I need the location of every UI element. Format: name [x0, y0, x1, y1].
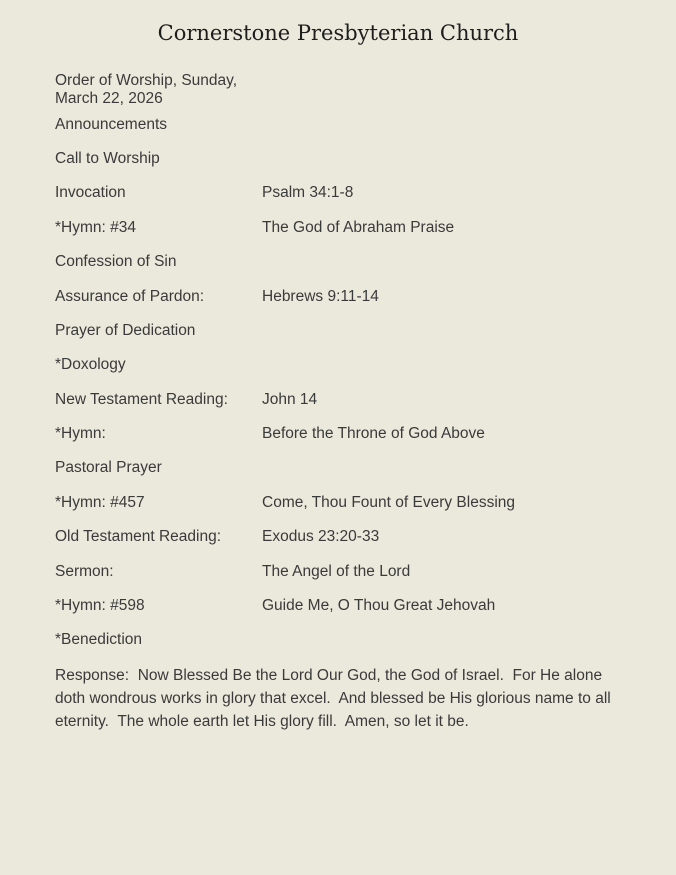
item-value: Before the Throne of God Above [262, 425, 485, 443]
item-label: New Testament Reading: [55, 390, 228, 408]
item-label: Old Testament Reading: [55, 528, 222, 546]
list-item [55, 176, 676, 210]
item-label: *Hymn: [55, 425, 106, 443]
list-item [55, 314, 676, 348]
page-title: Cornerstone Presbyterian Church [157, 21, 519, 45]
item-value: Exodus 23:20-33 [262, 528, 380, 546]
list-item [55, 520, 676, 554]
item-value: Come, Thou Fount of Every Blessing [262, 493, 516, 511]
list-item [55, 279, 676, 313]
list-item [55, 73, 676, 107]
list-item [55, 554, 676, 588]
list-item [55, 245, 676, 279]
list-item [55, 142, 676, 176]
list-item [55, 107, 676, 141]
item-value: The Angel of the Lord [262, 562, 411, 580]
order-of-worship-list [55, 73, 676, 658]
item-label: Invocation [55, 184, 126, 202]
item-value: The God of Abraham Praise [262, 218, 455, 236]
item-value: Guide Me, O Thou Great Jehovah [262, 597, 496, 615]
item-label: *Hymn: #457 [55, 493, 145, 511]
list-item [55, 451, 676, 485]
list-item [55, 589, 676, 623]
item-label: Prayer of Dedication [55, 321, 196, 339]
response-paragraph: Response: Now Blessed Be the Lord Our God, the God of Israel. For He alone doth wondrous works in glory that excel. And blessed be His glorious name to all eternity. The whole earth let His glory fill. Amen, so let it be. [55, 666, 616, 730]
item-label: Assurance of Pardon: [55, 287, 205, 305]
list-item [55, 623, 676, 657]
list-item [55, 211, 676, 245]
item-label: *Benediction [55, 631, 143, 649]
item-value: John 14 [262, 390, 318, 408]
item-label: Sermon: [55, 562, 114, 580]
list-item [55, 417, 676, 451]
list-item [55, 486, 676, 520]
item-label: Announcements [55, 115, 168, 133]
item-label: Order of Worship, Sunday, March 22, 2026 [55, 72, 238, 108]
list-item [55, 348, 676, 382]
item-label: Pastoral Prayer [55, 459, 162, 477]
item-label: *Hymn: #598 [55, 597, 145, 615]
item-value: Psalm 34:1-8 [262, 184, 354, 202]
item-label: Call to Worship [55, 149, 160, 167]
item-label: *Hymn: #34 [55, 218, 136, 236]
item-label: Confession of Sin [55, 253, 177, 271]
item-value: Hebrews 9:11-14 [262, 287, 379, 305]
item-label: *Doxology [55, 356, 126, 374]
list-item [55, 383, 676, 417]
